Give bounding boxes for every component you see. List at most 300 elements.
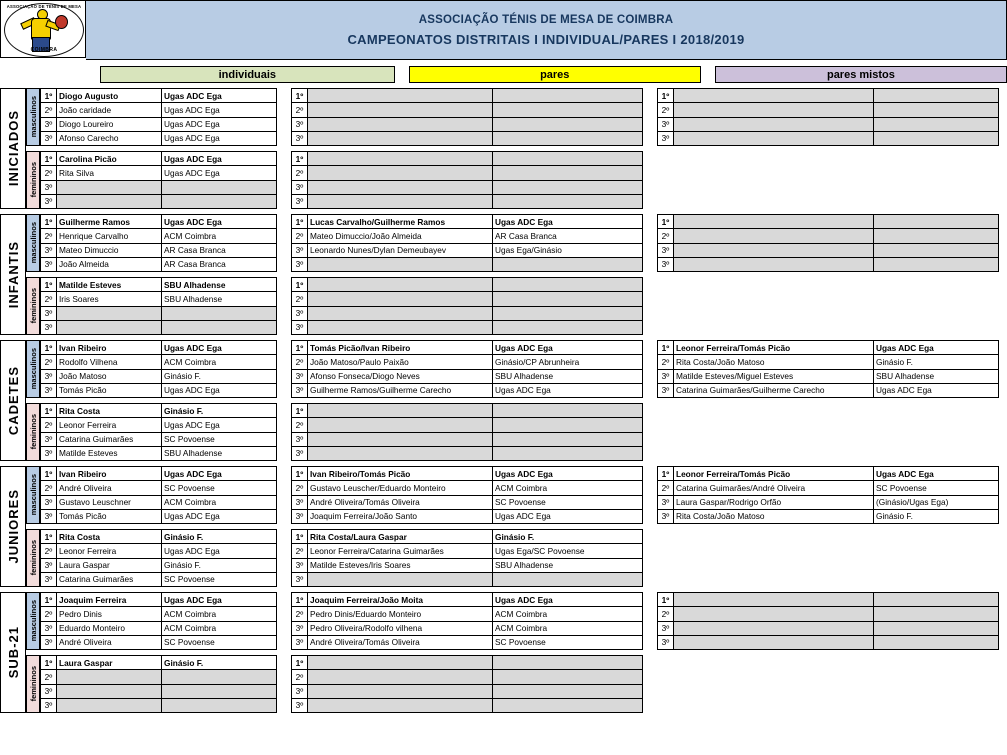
athlete-cell: Leonor Ferreira <box>57 418 162 432</box>
table-row <box>41 355 277 369</box>
results-table-mistos <box>657 340 999 398</box>
rank-cell: 2º <box>292 481 308 495</box>
table-row <box>292 355 643 369</box>
rank-cell: 1º <box>292 215 308 229</box>
rank-cell: 3º <box>41 698 57 712</box>
athlete-cell: Rita Costa <box>57 530 162 544</box>
club-cell: SBU Alhadense <box>493 558 643 572</box>
rank-cell: 2º <box>41 670 57 684</box>
club-cell: SC Povoense <box>874 481 999 495</box>
rank-cell: 3º <box>41 383 57 397</box>
club-cell <box>493 292 643 306</box>
table-row <box>292 341 643 355</box>
rank-cell: 1º <box>292 89 308 103</box>
rank-cell: 3º <box>658 117 674 131</box>
athlete-cell: André Oliveira <box>57 635 162 649</box>
athlete-cell: Catarina Guimarães <box>57 572 162 586</box>
club-cell: Ugas ADC Ega <box>162 166 277 180</box>
club-cell: ACM Coimbra <box>493 481 643 495</box>
club-cell <box>874 229 999 243</box>
athlete-cell: Carolina Picão <box>57 152 162 166</box>
athlete-cell <box>674 635 874 649</box>
club-cell <box>874 117 999 131</box>
athlete-cell: Mateo Dimuccio/João Almeida <box>308 229 493 243</box>
athlete-cell <box>674 593 874 607</box>
gender-label-femininos <box>26 529 40 587</box>
column-spacer <box>643 529 657 587</box>
category-label-text: JUNIORES <box>5 489 21 564</box>
table-row <box>41 278 277 292</box>
athlete-cell: Rodolfo Vilhena <box>57 355 162 369</box>
table-row <box>658 341 999 355</box>
club-cell <box>874 593 999 607</box>
rank-cell: 1º <box>658 341 674 355</box>
athlete-cell: Catarina Guimarães/Guilherme Carecho <box>674 383 874 397</box>
rank-cell: 3º <box>292 446 308 460</box>
table-row <box>41 495 277 509</box>
athlete-cell <box>308 166 493 180</box>
athlete-cell: Leonor Ferreira/Catarina Guimarães <box>308 544 493 558</box>
logo-paddle-icon <box>55 15 68 29</box>
club-cell <box>493 306 643 320</box>
rank-cell: 3º <box>658 257 674 271</box>
club-cell: Ginásio F. <box>874 355 999 369</box>
category-block-cadetes <box>0 340 1007 461</box>
rank-cell: 3º <box>292 432 308 446</box>
gender-label-text: masculinos <box>28 96 38 138</box>
athlete-cell <box>308 257 493 271</box>
table-row <box>292 607 643 621</box>
athlete-cell: Joaquim Ferreira/João Moita <box>308 593 493 607</box>
table-row <box>41 593 277 607</box>
table-row <box>292 495 643 509</box>
table-row <box>658 215 999 229</box>
column-spacer <box>277 88 291 146</box>
category-label <box>0 592 26 713</box>
club-cell <box>493 404 643 418</box>
athlete-cell <box>308 698 493 712</box>
rank-cell: 3º <box>41 558 57 572</box>
athlete-cell: André Oliveira <box>57 481 162 495</box>
rank-cell: 3º <box>41 117 57 131</box>
club-cell: Ginásio F. <box>493 530 643 544</box>
category-label-text: INICIADOS <box>5 110 21 187</box>
athlete-cell: Guilherme Ramos <box>57 215 162 229</box>
table-row <box>41 698 277 712</box>
category-block-iniciados <box>0 88 1007 209</box>
table-row <box>292 257 643 271</box>
rank-cell: 3º <box>41 306 57 320</box>
table-row <box>41 194 277 208</box>
athlete-cell: Pedro Dinis <box>57 607 162 621</box>
column-spacer <box>277 214 291 272</box>
table-row <box>41 607 277 621</box>
table-row <box>292 558 643 572</box>
table-row <box>41 656 277 670</box>
table-row <box>658 495 999 509</box>
rank-cell: 1º <box>41 593 57 607</box>
rank-cell: 3º <box>41 446 57 460</box>
category-block-juniores <box>0 466 1007 587</box>
table-row <box>658 117 999 131</box>
rank-cell: 1º <box>292 404 308 418</box>
table-row <box>292 166 643 180</box>
association-logo <box>0 0 86 58</box>
table-row <box>658 607 999 621</box>
rank-cell: 3º <box>41 509 57 523</box>
club-cell <box>493 180 643 194</box>
rank-cell: 1º <box>41 341 57 355</box>
table-row <box>41 341 277 355</box>
club-cell: Ugas ADC Ega <box>493 341 643 355</box>
table-row <box>292 698 643 712</box>
club-cell <box>493 656 643 670</box>
club-cell: Ginásio F. <box>162 558 277 572</box>
rank-cell: 2º <box>41 481 57 495</box>
rank-cell: 2º <box>292 229 308 243</box>
club-cell: ACM Coimbra <box>493 607 643 621</box>
rank-cell: 3º <box>292 495 308 509</box>
club-cell: SC Povoense <box>162 572 277 586</box>
table-row <box>41 509 277 523</box>
rank-cell: 3º <box>41 369 57 383</box>
athlete-cell <box>674 621 874 635</box>
rank-cell: 2º <box>658 481 674 495</box>
athlete-cell: Ivan Ribeiro <box>57 341 162 355</box>
gender-block-femininos <box>26 403 999 461</box>
rank-cell: 3º <box>292 635 308 649</box>
gender-label-femininos <box>26 655 40 713</box>
rank-cell: 3º <box>41 495 57 509</box>
table-row <box>41 180 277 194</box>
category-content <box>26 88 999 209</box>
club-cell <box>874 131 999 145</box>
table-row <box>41 306 277 320</box>
athlete-cell: Diogo Augusto <box>57 89 162 103</box>
club-cell: Ugas ADC Ega <box>493 509 643 523</box>
gender-label-text: masculinos <box>28 222 38 264</box>
club-cell: Ugas ADC Ega <box>162 418 277 432</box>
column-spacer <box>277 466 291 524</box>
table-row <box>41 544 277 558</box>
athlete-cell <box>674 229 874 243</box>
table-row <box>658 369 999 383</box>
rank-cell: 3º <box>292 131 308 145</box>
gender-label-text: femininos <box>28 162 38 198</box>
table-row <box>292 243 643 257</box>
athlete-cell <box>57 180 162 194</box>
club-cell <box>162 670 277 684</box>
athlete-cell: Ivan Ribeiro/Tomás Picão <box>308 467 493 481</box>
rank-cell: 2º <box>41 166 57 180</box>
rank-cell: 1º <box>658 593 674 607</box>
table-row <box>41 383 277 397</box>
table-row <box>658 229 999 243</box>
athlete-cell: Leonardo Nunes/Dylan Demeubayev <box>308 243 493 257</box>
rank-cell: 2º <box>41 355 57 369</box>
results-table-pares <box>291 340 643 398</box>
category-label <box>0 466 26 587</box>
results-table-pares <box>291 655 643 713</box>
rank-cell: 1º <box>292 341 308 355</box>
rank-cell: 2º <box>658 103 674 117</box>
table-row <box>41 467 277 481</box>
rank-cell: 2º <box>41 229 57 243</box>
club-cell <box>493 320 643 334</box>
rank-cell: 1º <box>292 593 308 607</box>
rank-cell: 3º <box>292 684 308 698</box>
club-cell: Ugas ADC Ega <box>162 103 277 117</box>
athlete-cell <box>308 656 493 670</box>
athlete-cell: Leonor Ferreira/Tomás Picão <box>674 467 874 481</box>
club-cell: ACM Coimbra <box>162 495 277 509</box>
gender-label-masculinos <box>26 214 40 272</box>
athlete-cell: Gustavo Leuschner <box>57 495 162 509</box>
table-row <box>292 369 643 383</box>
table-row <box>292 432 643 446</box>
athlete-cell <box>308 320 493 334</box>
table-row <box>41 257 277 271</box>
club-cell <box>493 257 643 271</box>
club-cell: Ugas ADC Ega <box>493 383 643 397</box>
athlete-cell <box>308 418 493 432</box>
club-cell <box>874 257 999 271</box>
club-cell <box>162 180 277 194</box>
results-table-individuais <box>40 655 277 713</box>
club-cell <box>493 194 643 208</box>
category-content <box>26 466 999 587</box>
rank-cell: 2º <box>292 103 308 117</box>
table-row <box>292 635 643 649</box>
club-cell <box>493 446 643 460</box>
club-cell: AR Casa Branca <box>162 243 277 257</box>
column-spacer <box>277 592 291 650</box>
table-row <box>658 103 999 117</box>
athlete-cell <box>674 117 874 131</box>
table-row <box>41 166 277 180</box>
table-row <box>292 621 643 635</box>
athlete-cell <box>308 684 493 698</box>
club-cell: ACM Coimbra <box>162 621 277 635</box>
athlete-cell <box>308 404 493 418</box>
club-cell: Ugas ADC Ega <box>162 131 277 145</box>
athlete-cell: Ivan Ribeiro <box>57 467 162 481</box>
club-cell: Ugas ADC Ega <box>162 215 277 229</box>
athlete-cell <box>308 117 493 131</box>
athlete-cell: Eduardo Monteiro <box>57 621 162 635</box>
rank-cell: 2º <box>658 229 674 243</box>
rank-cell: 3º <box>41 194 57 208</box>
club-cell <box>162 320 277 334</box>
rank-cell: 3º <box>41 180 57 194</box>
rank-cell: 1º <box>41 530 57 544</box>
table-row <box>41 621 277 635</box>
table-row <box>41 215 277 229</box>
club-cell <box>874 607 999 621</box>
club-cell: Ugas ADC Ega <box>493 593 643 607</box>
table-row <box>41 103 277 117</box>
rank-cell: 3º <box>292 698 308 712</box>
athlete-cell: Tomás Picão <box>57 509 162 523</box>
table-row <box>658 509 999 523</box>
gender-block-femininos <box>26 529 999 587</box>
rank-cell: 2º <box>41 103 57 117</box>
results-table-individuais <box>40 214 277 272</box>
athlete-cell: João caridade <box>57 103 162 117</box>
rank-cell: 1º <box>658 467 674 481</box>
club-cell <box>874 243 999 257</box>
athlete-cell <box>57 320 162 334</box>
column-spacer <box>643 88 657 146</box>
club-cell <box>493 152 643 166</box>
gender-label-masculinos <box>26 592 40 650</box>
rank-cell: 3º <box>658 131 674 145</box>
gender-block-femininos <box>26 277 999 335</box>
club-cell <box>493 278 643 292</box>
rank-cell: 2º <box>292 670 308 684</box>
rank-cell: 3º <box>292 117 308 131</box>
table-row <box>41 572 277 586</box>
athlete-cell: Leonor Ferreira/Tomás Picão <box>674 341 874 355</box>
club-cell: SC Povoense <box>162 481 277 495</box>
table-row <box>658 355 999 369</box>
column-spacer <box>277 151 291 209</box>
table-row <box>41 404 277 418</box>
club-cell: ACM Coimbra <box>493 621 643 635</box>
rank-cell: 3º <box>292 558 308 572</box>
gender-block-femininos <box>26 151 999 209</box>
rank-cell: 3º <box>41 684 57 698</box>
logo-bottom-text: COIMBRA <box>30 47 58 53</box>
title-line-2: CAMPEONATOS DISTRITAIS I INDIVIDUAL/PARES I 2018/2019 <box>347 31 745 47</box>
results-table-pares <box>291 214 643 272</box>
rank-cell: 3º <box>41 621 57 635</box>
logo-top-text: ASSOCIAÇÃO DE TÉNIS DE MESA <box>6 4 82 9</box>
gender-label-text: femininos <box>28 414 38 450</box>
club-cell: SC Povoense <box>162 635 277 649</box>
table-row <box>41 229 277 243</box>
rank-cell: 2º <box>292 355 308 369</box>
table-row <box>292 194 643 208</box>
rank-cell: 3º <box>41 131 57 145</box>
table-row <box>292 89 643 103</box>
table-row <box>292 593 643 607</box>
table-row <box>292 229 643 243</box>
club-cell <box>874 89 999 103</box>
table-row <box>41 558 277 572</box>
rank-cell: 2º <box>292 292 308 306</box>
athlete-cell: Joaquim Ferreira/João Santo <box>308 509 493 523</box>
rank-cell: 2º <box>41 292 57 306</box>
table-row <box>658 635 999 649</box>
column-spacer <box>643 340 657 398</box>
rank-cell: 1º <box>292 278 308 292</box>
rank-cell: 3º <box>658 509 674 523</box>
club-cell <box>493 117 643 131</box>
table-row <box>292 320 643 334</box>
rank-cell: 1º <box>658 215 674 229</box>
category-block-infantis <box>0 214 1007 335</box>
table-row <box>658 621 999 635</box>
table-row <box>41 432 277 446</box>
table-row <box>292 306 643 320</box>
club-cell: SBU Alhadense <box>162 278 277 292</box>
rank-cell: 1º <box>41 89 57 103</box>
gender-label-masculinos <box>26 466 40 524</box>
rank-cell: 1º <box>292 656 308 670</box>
club-cell: SBU Alhadense <box>162 292 277 306</box>
table-row <box>292 152 643 166</box>
athlete-cell <box>308 194 493 208</box>
athlete-cell <box>308 131 493 145</box>
category-content <box>26 214 999 335</box>
gender-label-text: masculinos <box>28 600 38 642</box>
column-header-pares: pares <box>409 66 701 83</box>
athlete-cell <box>57 698 162 712</box>
table-row <box>41 670 277 684</box>
rank-cell: 2º <box>41 418 57 432</box>
rank-cell: 1º <box>292 467 308 481</box>
athlete-cell <box>308 180 493 194</box>
athlete-cell: Tomás Picão <box>57 383 162 397</box>
club-cell: AR Casa Branca <box>162 257 277 271</box>
table-row <box>292 418 643 432</box>
title-line-1: ASSOCIAÇÃO TÉNIS DE MESA DE COIMBRA <box>418 13 674 26</box>
athlete-cell <box>674 257 874 271</box>
table-row <box>41 243 277 257</box>
results-table-mistos <box>657 214 999 272</box>
rank-cell: 2º <box>292 418 308 432</box>
table-row <box>292 544 643 558</box>
category-label-text: INFANTIS <box>5 240 21 309</box>
athlete-cell: Matilde Esteves <box>57 446 162 460</box>
club-cell: ACM Coimbra <box>162 607 277 621</box>
results-table-individuais <box>40 151 277 209</box>
results-table-mistos <box>657 592 999 650</box>
athlete-cell: Rita Costa/João Matoso <box>674 509 874 523</box>
results-table-individuais <box>40 340 277 398</box>
athlete-cell: Laura Gaspar <box>57 558 162 572</box>
athlete-cell: Afonso Fonseca/Diogo Neves <box>308 369 493 383</box>
club-cell: Ugas ADC Ega <box>162 467 277 481</box>
column-headers <box>0 66 1007 83</box>
table-row <box>41 446 277 460</box>
results-table-pares <box>291 466 643 524</box>
rank-cell: 3º <box>658 495 674 509</box>
table-row <box>41 635 277 649</box>
club-cell: SBU Alhadense <box>874 369 999 383</box>
rank-cell: 3º <box>292 180 308 194</box>
rank-cell: 3º <box>292 320 308 334</box>
club-cell: Ugas ADC Ega <box>162 593 277 607</box>
results-table-individuais <box>40 277 277 335</box>
rank-cell: 3º <box>292 306 308 320</box>
gender-label-masculinos <box>26 88 40 146</box>
results-table-pares <box>291 592 643 650</box>
column-spacer <box>643 214 657 272</box>
table-row <box>292 215 643 229</box>
column-header-individuais: individuais <box>100 66 395 83</box>
club-cell <box>493 103 643 117</box>
results-table-pares <box>291 277 643 335</box>
athlete-cell: Pedro Oliveira/Rodolfo vilhena <box>308 621 493 635</box>
rank-cell: 3º <box>292 572 308 586</box>
gender-block-masculinos <box>26 466 999 524</box>
athlete-cell: André Oliveira/Tomás Oliveira <box>308 635 493 649</box>
athlete-cell <box>674 607 874 621</box>
rank-cell: 2º <box>658 355 674 369</box>
club-cell: Ugas ADC Ega <box>874 467 999 481</box>
